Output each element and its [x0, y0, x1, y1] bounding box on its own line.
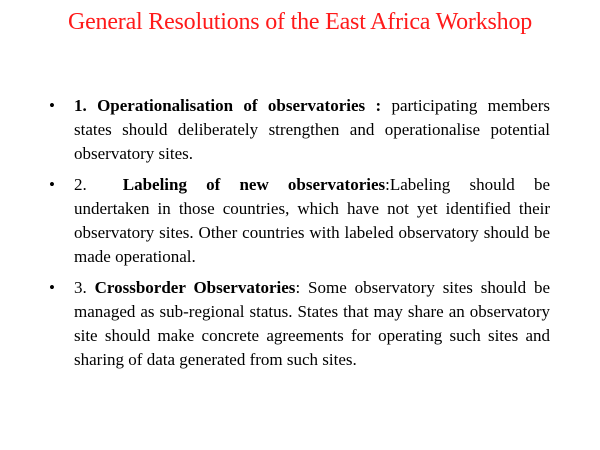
resolution-text-3: : Some observatory sites should be managed as sub-regional status. States that may share an observatory site should make concrete agreements for operating such sites and sharing of data generated from such sites. — [74, 278, 551, 369]
resolution-list — [44, 94, 550, 379]
resolution-heading-1: Operationalisation of observatories : — [97, 96, 382, 115]
resolution-heading-2: Labeling of new observatories — [122, 175, 386, 194]
resolution-text-1: participating members states should deliberately strengthen and operationalise potential observatory sites. — [74, 96, 550, 163]
resolution-number-3: 3. — [74, 278, 87, 297]
resolution-item-2 — [44, 173, 550, 269]
bullet-icon: • — [49, 96, 55, 115]
resolution-number-2: 2. — [74, 175, 87, 194]
resolution-item-3 — [44, 276, 550, 372]
bullet-icon: • — [49, 175, 55, 194]
bullet-icon: • — [49, 278, 55, 297]
resolution-item-1 — [44, 94, 550, 166]
resolution-heading-3: Crossborder Observatories — [94, 278, 296, 297]
resolution-text-2: :Labeling should be undertaken in those countries, which have not yet identified their observatory sites. Other countries with labeled observatory should be made operational. — [74, 175, 550, 266]
slide-title: General Resolutions of the East Africa Workshop — [67, 9, 533, 35]
resolution-number-1: 1. — [74, 96, 87, 115]
